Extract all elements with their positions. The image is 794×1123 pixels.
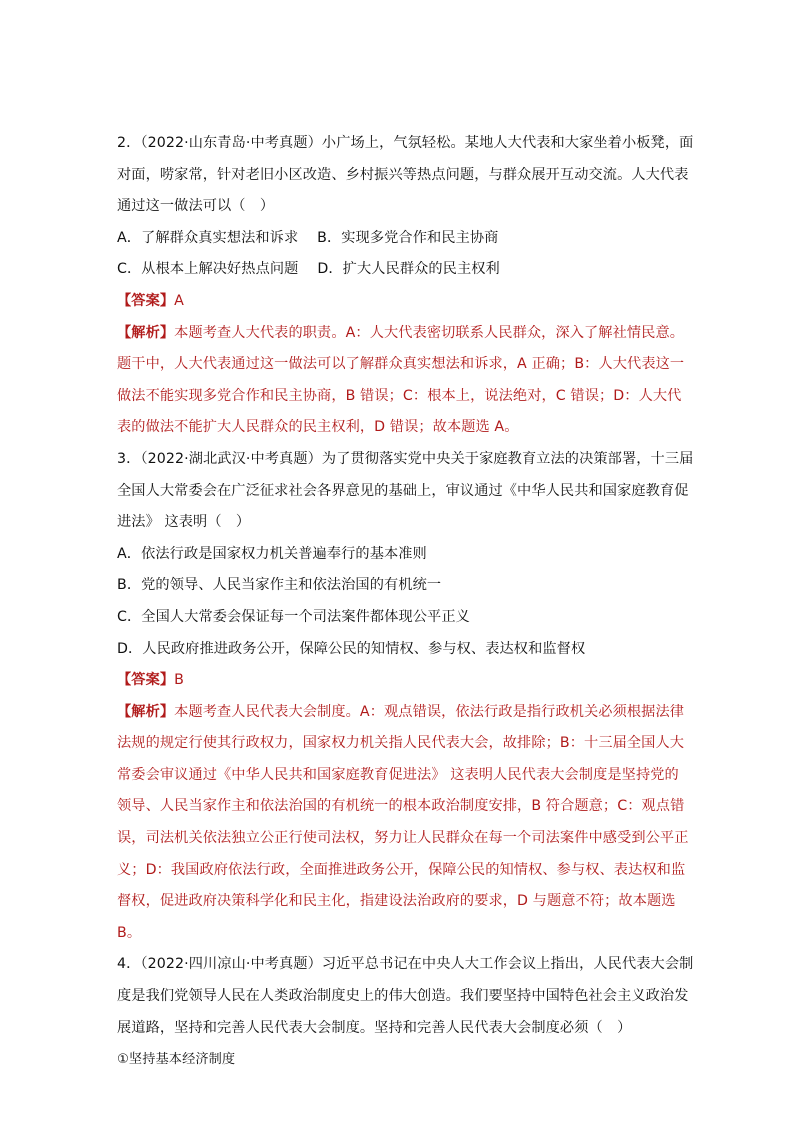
option-line: C．全国人大常委会保证每一个司法案件都体现公平正义 bbox=[117, 608, 470, 625]
analysis-text: 本题考查人大代表的职责。A：人大代表密切联系人民群众，深入了解社情民意。 bbox=[174, 324, 685, 341]
option-line: A．依法行政是国家权力机关普遍奉行的基本准则 bbox=[117, 545, 427, 562]
analysis-line: 督权，促进政府决策科学化和民主化，指建设法治政府的要求，D 与题意不符；故本题选 bbox=[117, 893, 676, 910]
question-stem-line: 通过这一做法可以（ ） bbox=[117, 198, 275, 215]
question-stem-line: 对面，唠家常，针对老旧小区改造、乡村振兴等热点问题，与群众展开互动交流。人大代表 bbox=[117, 166, 689, 183]
analysis-line: 领导、人民当家作主和依法治国的有机统一的根本政治制度安排，B 符合题意；C：观点错 bbox=[117, 798, 685, 815]
answer-tag: 【答案】 bbox=[117, 672, 175, 689]
question-2 bbox=[117, 128, 694, 444]
answer-value: A bbox=[174, 292, 184, 309]
analysis-line: 法规的规定行使其行政权力，国家权力机关指人民代表大会，故排除；B：十三届全国人大 bbox=[117, 735, 685, 752]
answer-line bbox=[117, 286, 682, 318]
analysis-line: 义；D：我国政府依法行政，全面推进政务公开，保障公民的知情权、参与权、表达权和监 bbox=[117, 861, 686, 878]
answer-value: B bbox=[174, 672, 184, 689]
option-line: A．了解群众真实想法和诉求 B．实现多党合作和民主协商 bbox=[117, 229, 499, 246]
question-stem-line: 2．（2022·山东青岛·中考真题）小广场上，气氛轻松。某地人大代表和大家坐着小板凳，面 bbox=[117, 135, 694, 151]
analysis-line: B。 bbox=[117, 924, 142, 941]
question-stem-line: 全国人大常委会在广泛征求社会各界意见的基础上，审议通过《中华人民共和国家庭教育促 bbox=[117, 482, 689, 499]
question-stem-line: 4．（2022·四川凉山·中考真题）习近平总书记在中央人大工作会议上指出，人民代表大会制 bbox=[117, 956, 694, 973]
analysis-line: 做法不能实现多党合作和民主协商，B 错误；C：根本上，说法绝对，C 错误；D：人大代 bbox=[117, 387, 682, 404]
option-line: C．从根本上解决好热点问题 D．扩大人民群众的民主权利 bbox=[117, 261, 500, 278]
analysis-line: 题干中，人大代表通过这一做法可以了解群众真实想法和诉求，A 正确；B：人大代表这一 bbox=[117, 356, 685, 373]
question-stem-line: 3．（2022·湖北武汉·中考真题）为了贯彻落实党中央关于家庭教育立法的决策部署，十三届 bbox=[117, 450, 694, 467]
analysis-line: 常委会审议通过《中华人民共和国家庭教育促进法》 这表明人民代表大会制度是坚持党的 bbox=[117, 766, 679, 783]
analysis-line bbox=[117, 318, 685, 350]
question-4 bbox=[117, 949, 694, 1075]
analysis-text: 本题考查人民代表大会制度。A：观点错误，依法行政是指行政机关必须根据法律 bbox=[174, 703, 685, 720]
answer-line bbox=[117, 665, 682, 697]
answer-tag: 【答案】 bbox=[117, 292, 175, 309]
question-stem-line: 展道路，坚持和完善人民代表大会制度。坚持和完善人民代表大会制度必须（ ） bbox=[117, 1019, 632, 1036]
analysis-tag: 【解析】 bbox=[117, 324, 175, 341]
option-line: D．人民政府推进政务公开，保障公民的知情权、参与权、表达权和监督权 bbox=[117, 640, 586, 657]
option-line: B．党的领导、人民当家作主和依法治国的有机统一 bbox=[117, 577, 442, 594]
analysis-line: 误，司法机关依法独立公正行使司法权，努力让人民群众在每一个司法案件中感受到公平正 bbox=[117, 830, 689, 847]
analysis-line: 表的做法不能扩大人民群众的民主权利，D 错误；故本题选 A。 bbox=[117, 419, 519, 436]
question-stem-line: 进法》 这表明（ ） bbox=[117, 514, 251, 531]
option-line: ①坚持基本经济制度 bbox=[117, 1052, 236, 1068]
question-stem-line: 度是我们党领导人民在人类政治制度史上的伟大创造。我们要坚持中国特色社会主义政治发 bbox=[117, 988, 689, 1005]
question-3 bbox=[117, 444, 694, 950]
analysis-tag: 【解析】 bbox=[117, 703, 175, 720]
document-page bbox=[117, 128, 694, 1076]
analysis-line bbox=[117, 697, 685, 729]
